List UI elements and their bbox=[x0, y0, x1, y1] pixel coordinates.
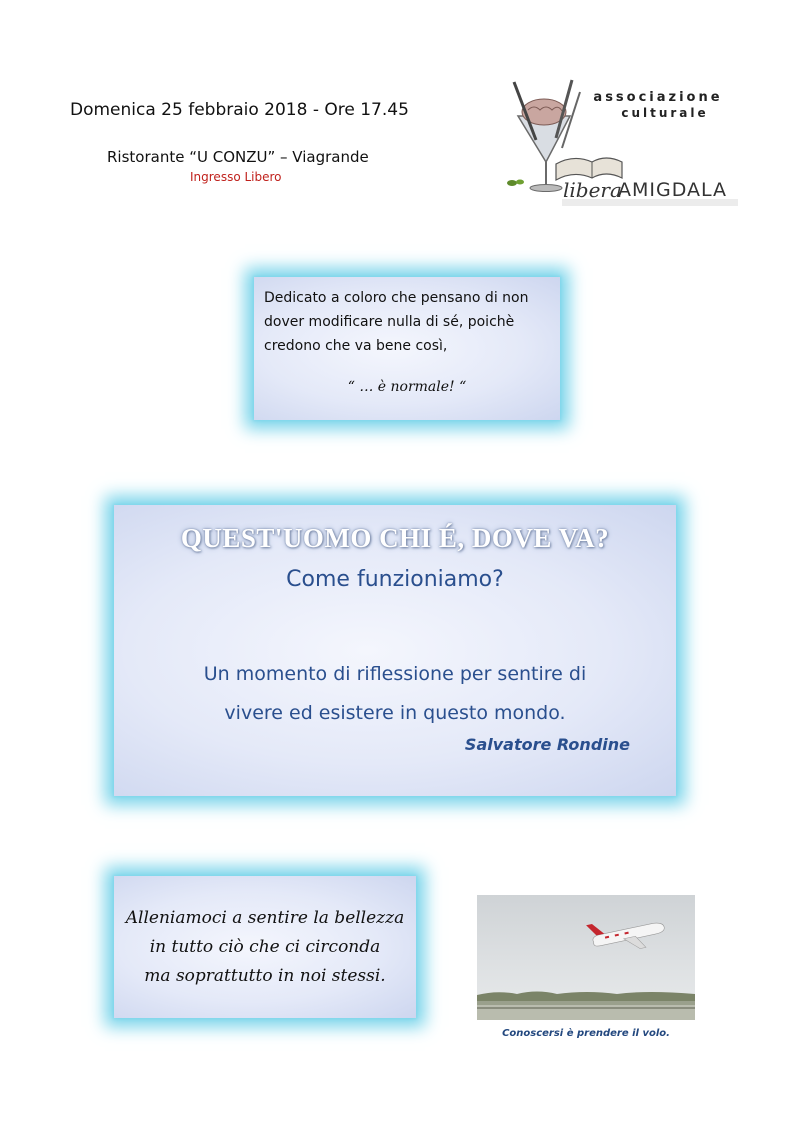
main-title: QUEST'UOMO CHI É, DOVE VA? bbox=[180, 523, 610, 553]
main-subtitle: Come funzioniamo? bbox=[286, 567, 504, 592]
main-message-box bbox=[114, 505, 676, 796]
motto-line: Alleniamoci a sentire la bellezza bbox=[125, 908, 405, 928]
motto-box bbox=[114, 876, 416, 1018]
event-date: Domenica 25 febbraio 2018 - Ore 17.45 bbox=[70, 100, 409, 120]
author-name: Salvatore Rondine bbox=[464, 735, 630, 754]
photo-caption: Conoscersi è prendere il volo. bbox=[502, 1028, 670, 1039]
motto-line: in tutto ciò che ci circonda bbox=[149, 937, 381, 957]
main-body-line: vivere ed esistere in questo mondo. bbox=[224, 702, 566, 724]
motto-text bbox=[114, 904, 416, 991]
event-venue: Ristorante “U CONZU” – Viagrande bbox=[107, 148, 369, 166]
dedication-box bbox=[254, 277, 560, 420]
airplane-photo bbox=[477, 895, 695, 1020]
association-logo bbox=[500, 78, 740, 208]
logo-name-prefix: libera bbox=[563, 178, 622, 202]
logo-line-culturale: culturale bbox=[621, 106, 709, 120]
dedication-text: Dedicato a coloro che pensano di non dover modificare nulla di sé, poichè credono che va bene così, bbox=[264, 290, 529, 354]
dedication-quote: “ … è normale! “ bbox=[347, 379, 467, 395]
main-body bbox=[134, 655, 656, 733]
entry-note: Ingresso Libero bbox=[190, 170, 282, 184]
logo-name-main: AMIGDALA bbox=[618, 179, 728, 201]
main-body-line: Un momento di riflessione per sentire di bbox=[203, 663, 587, 685]
motto-line: ma soprattutto in noi stessi. bbox=[144, 966, 386, 986]
logo-line-associazione: associazione bbox=[593, 90, 723, 105]
